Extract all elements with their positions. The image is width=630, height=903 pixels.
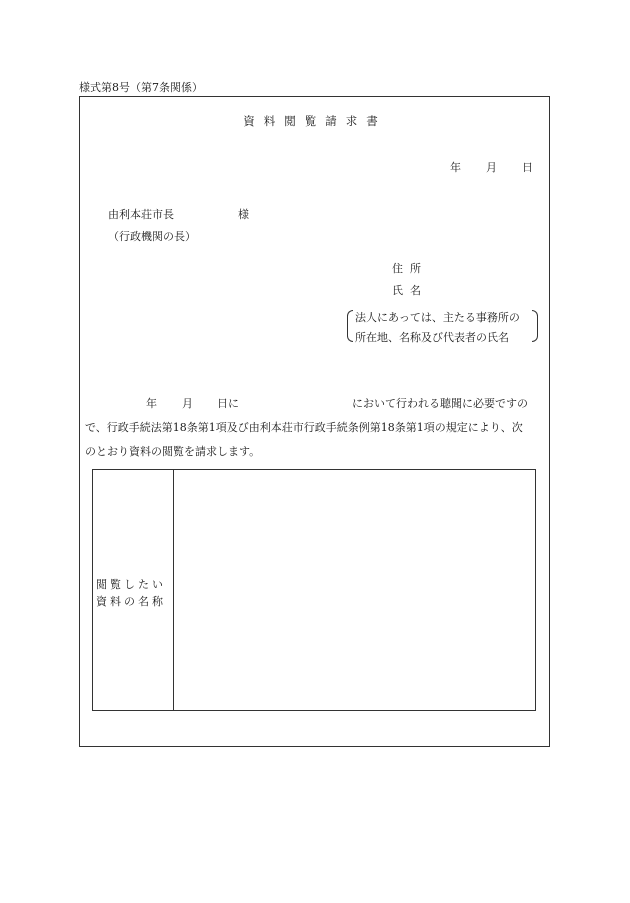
form-number: 様式第8号（第7条関係）: [79, 81, 203, 94]
address-label: 住所: [392, 262, 428, 275]
hearing-date-day: 日に: [217, 397, 239, 410]
body-text-line2: で、行政手続法第18条第1項及び由利本荘市行政手続条例第18条第1項の規定により、次: [85, 421, 523, 434]
addressee-name: 由利本荘市長: [108, 208, 174, 221]
date-year-label: 年: [450, 161, 461, 174]
material-label-line2: 資料の名称: [96, 595, 166, 608]
date-month-label: 月: [486, 161, 497, 174]
hearing-date-year: 年: [146, 397, 157, 410]
hearing-date-month: 月: [182, 397, 193, 410]
addressee-note: （行政機関の長）: [108, 230, 196, 243]
name-label: 氏名: [392, 284, 428, 297]
material-label-line1: 閲覧したい: [96, 578, 166, 591]
addressee-honorific: 様: [238, 208, 249, 221]
date-day-label: 日: [522, 161, 533, 174]
material-name-field[interactable]: [174, 470, 535, 710]
corp-note-line2: 所在地、名称及び代表者の氏名: [355, 331, 509, 344]
corp-note-right-bracket: [532, 310, 538, 342]
document-title: 資料閲覧請求書: [243, 114, 387, 128]
body-text-line3: のとおり資料の閲覧を請求します。: [85, 445, 261, 458]
body-text-line1: において行われる聴聞に必要ですの: [352, 397, 528, 410]
corp-note-left-bracket: [347, 310, 353, 342]
corp-note-line1: 法人にあっては、主たる事務所の: [355, 311, 520, 324]
